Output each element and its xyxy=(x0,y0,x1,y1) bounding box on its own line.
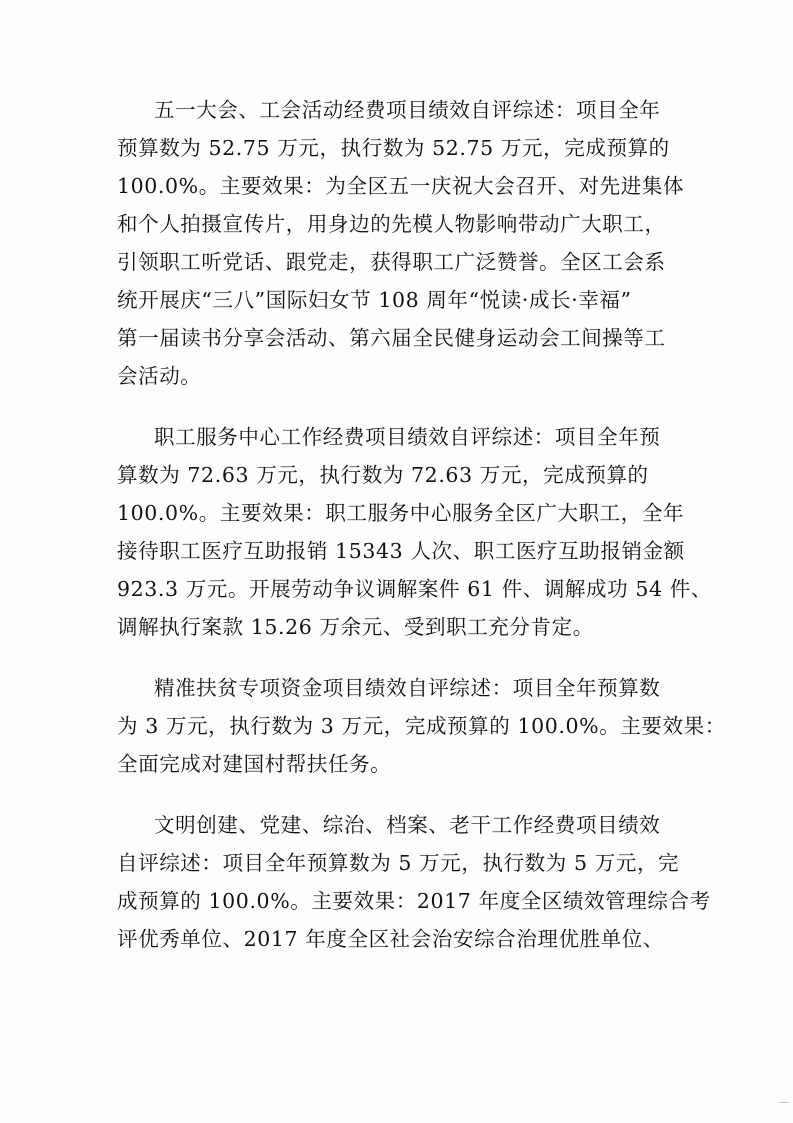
text-line: 统开展庆“三八”国际妇女节 108 周年“悦读·成长·幸福” xyxy=(117,288,632,312)
text-line: 引领职工听党话、跟党走，获得职工广泛赞誉。全区工会系 xyxy=(117,250,666,274)
text-line: 为 3 万元，执行数为 3 万元，完成预算的 100.0%。主要效果： xyxy=(117,714,726,738)
text-line: 预算数为 52.75 万元，执行数为 52.75 万元，完成预算的 xyxy=(117,136,670,160)
text-line: 会活动。 xyxy=(117,364,202,388)
text-line: 100.0%。主要效果：为全区五一庆祝大会召开、对先进集体 xyxy=(117,174,685,198)
text-line: 五一大会、工会活动经费项目绩效自评综述：项目全年 xyxy=(154,98,661,122)
text-line: 调解执行案款 15.26 万余元、受到职工充分肯定。 xyxy=(117,615,594,639)
text-line: 成预算的 100.0%。主要效果：2017 年度全区绩效管理综合考 xyxy=(117,889,711,913)
text-line: 923.3 万元。开展劳动争议调解案件 61 件、调解成功 54 件、 xyxy=(117,577,712,601)
text-line: 接待职工医疗互助报销 15343 人次、职工医疗互助报销金额 xyxy=(117,539,685,563)
text-line: 精准扶贫专项资金项目绩效自评综述：项目全年预算数 xyxy=(154,676,661,700)
text-line: 全面完成对建国村帮扶任务。 xyxy=(117,752,392,776)
text-line: 100.0%。主要效果：职工服务中心服务全区广大职工，全年 xyxy=(117,501,685,525)
text-line: 文明创建、党建、综治、档案、老干工作经费项目绩效 xyxy=(154,813,661,837)
text-line: 职工服务中心工作经费项目绩效自评综述：项目全年预 xyxy=(154,425,661,449)
text-line: 和个人拍摄宣传片，用身边的先模人物影响带动广大职工， xyxy=(117,212,666,236)
text-line: 算数为 72.63 万元，执行数为 72.63 万元，完成预算的 xyxy=(117,463,649,487)
text-line: 自评综述：项目全年预算数为 5 万元，执行数为 5 万元，完 xyxy=(117,851,680,875)
scan-edge-mark xyxy=(779,1102,789,1103)
text-line: 评优秀单位、2017 年度全区社会治安综合治理优胜单位、 xyxy=(117,927,664,951)
text-line: 第一届读书分享会活动、第六届全民健身运动会工间操等工 xyxy=(117,326,666,350)
